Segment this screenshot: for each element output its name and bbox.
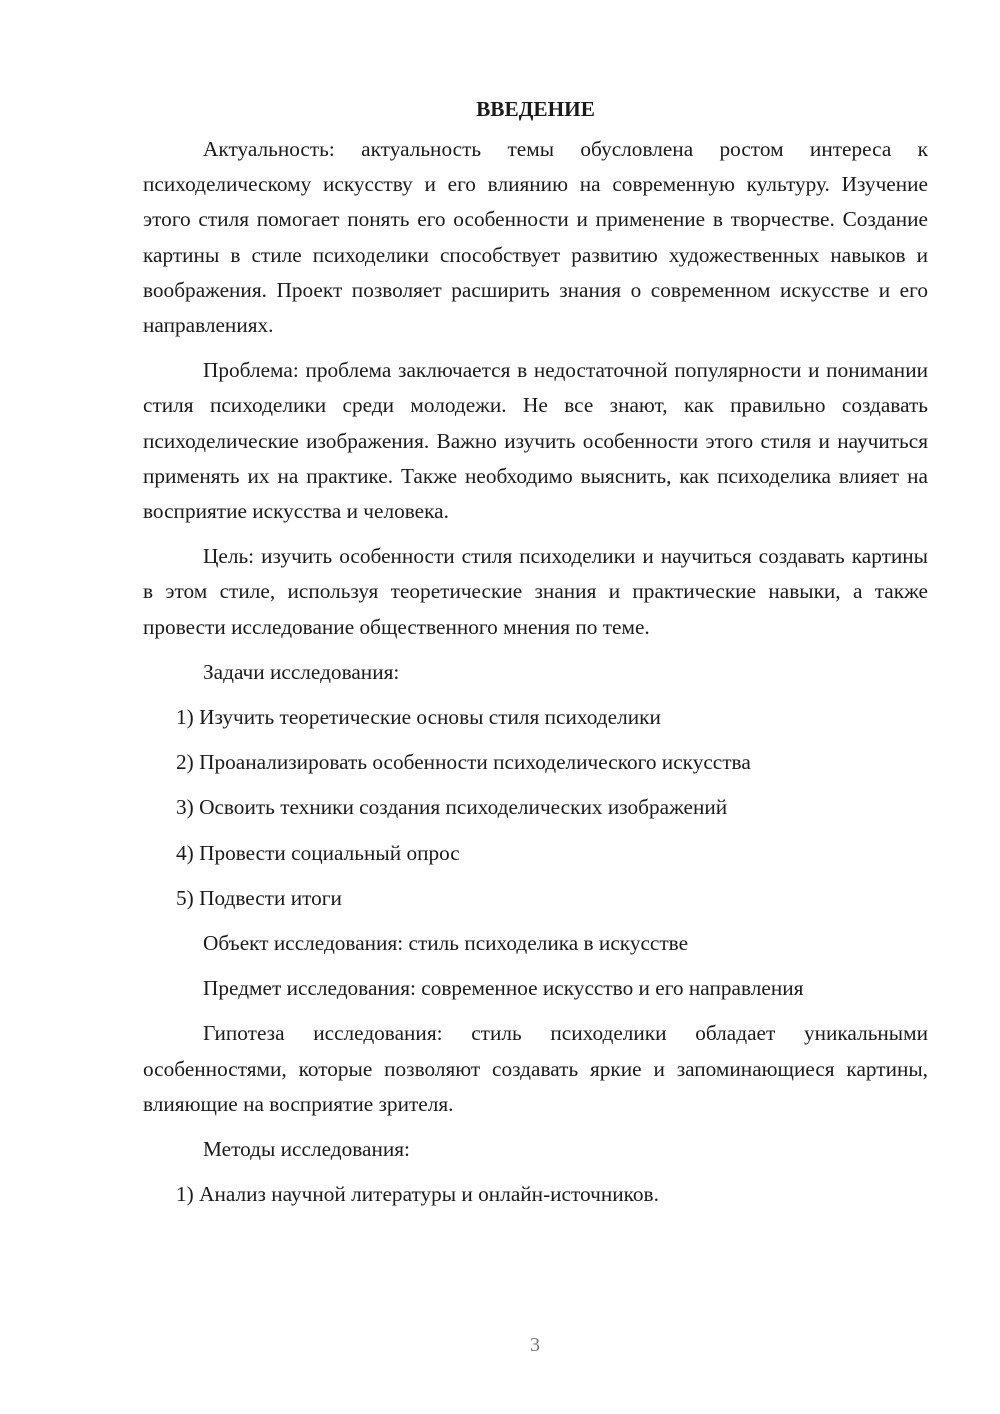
hypothesis-paragraph: Гипотеза исследования: стиль психоделики обладает уникальными особенностями, которые позволяют создавать яркие и запоминающиеся картины, влияющие на восприятие зрителя. xyxy=(143,1021,928,1116)
document-page xyxy=(143,95,928,1222)
relevance-paragraph: Актуальность: актуальность темы обусловлена ростом интереса к психоделическому искусству и его влиянию на современную культуру. Изучение этого стиля помогает понять его особенности и применение в творчестве. Создание картины в стиле психоделики способствует развитию художественных навыков и воображения. Проект позволяет расширить знания о современном искусстве и его направлениях. xyxy=(143,137,928,338)
task-item-4: 4) Провести социальный опрос xyxy=(176,840,460,865)
task-item-2: 2) Проанализировать особенности психоделического искусства xyxy=(176,750,751,775)
goal-paragraph: Цель: изучить особенности стиля психоделики и научиться создавать картины в этом стиле, используя теоретические знания и практические навыки, а также провести исследование общественного мнения по теме. xyxy=(143,544,928,639)
section-heading: ВВЕДЕНИЕ xyxy=(476,97,595,121)
method-item-1: 1) Анализ научной литературы и онлайн-источников. xyxy=(176,1182,659,1207)
tasks-label: Задачи исследования: xyxy=(203,659,400,684)
page-number: 3 xyxy=(530,1334,540,1356)
task-item-3: 3) Освоить техники создания психоделических изображений xyxy=(176,795,728,820)
methods-label: Методы исследования: xyxy=(203,1137,410,1162)
tasks-list xyxy=(143,700,928,916)
research-subject: Предмет исследования: современное искусство и его направления xyxy=(203,976,804,1001)
task-item-5: 5) Подвести итоги xyxy=(176,885,342,910)
research-object: Объект исследования: стиль психоделика в искусстве xyxy=(203,931,689,956)
task-item-1: 1) Изучить теоретические основы стиля психоделики xyxy=(176,705,661,730)
methods-list xyxy=(143,1177,928,1212)
problem-paragraph: Проблема: проблема заключается в недостаточной популярности и понимании стиля психоделики среди молодежи. Не все знают, как правильно создавать психоделические изображения. Важно изучить особенности этого стиля и научиться применять их на практике. Также необходимо выяснить, как психоделика влияет на восприятие искусства и человека. xyxy=(143,358,928,524)
